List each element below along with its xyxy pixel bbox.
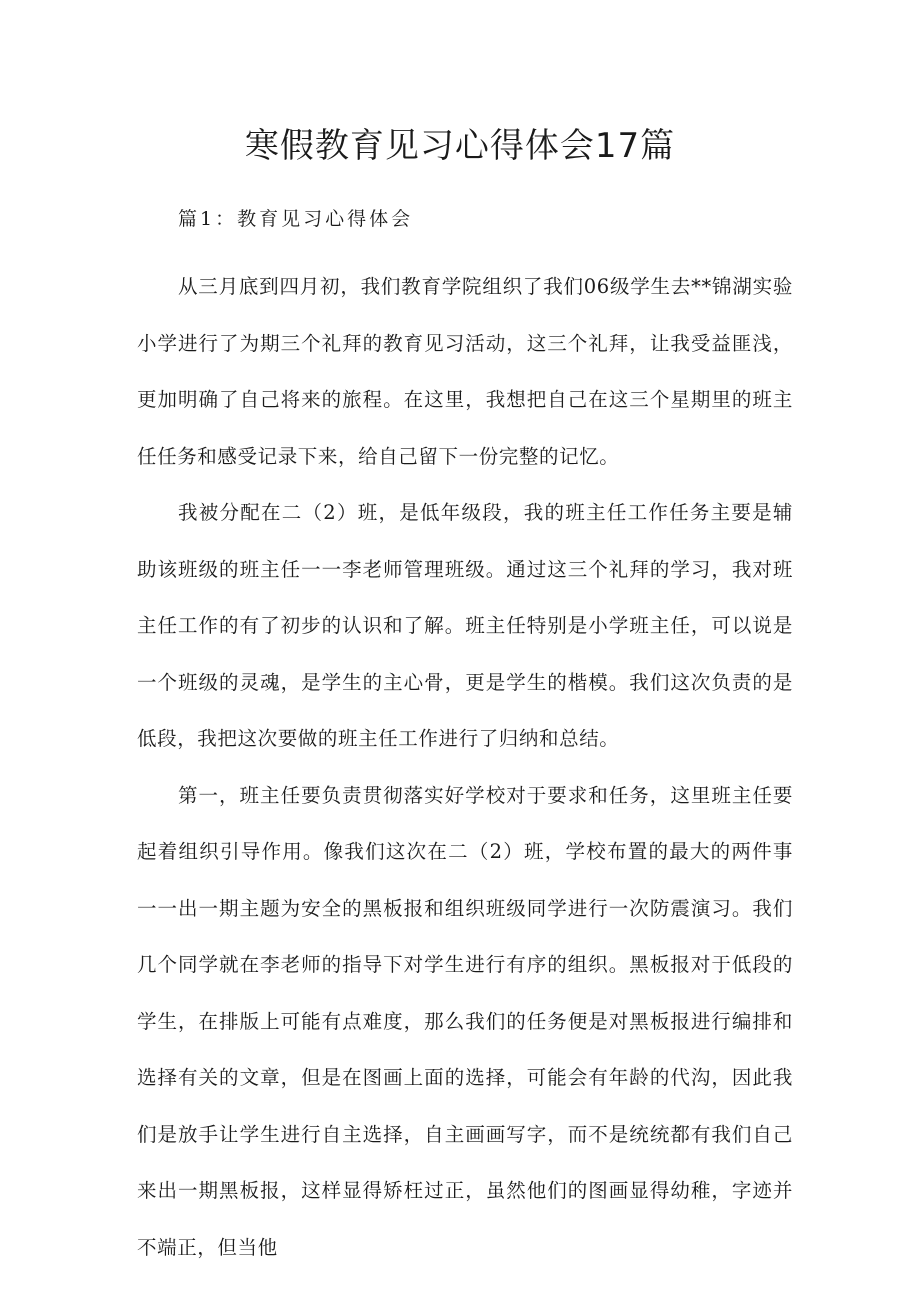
- document-title: 寒假教育见习心得体会17篇: [244, 126, 676, 166]
- section-heading: 篇1：教育见习心得体会: [178, 208, 414, 230]
- document-body: [137, 259, 793, 1276]
- body-paragraph-1: 从三月底到四月初，我们教育学院组织了我们06级学生去**锦湖实验小学进行了为期三个礼拜的教育见习活动，这三个礼拜，让我受益匪浅，更加明确了自己将来的旅程。在这里，我想把自己在这三个星期里的班主任任务和感受记录下来，给自己留下一份完整的记忆。: [137, 275, 793, 468]
- body-paragraph-3: 第一，班主任要负责贯彻落实好学校对于要求和任务，这里班主任要起着组织引导作用。像我们这次在二（2）班，学校布置的最大的两件事一一出一期主题为安全的黑板报和组织班级同学进行一次防震演习。我们几个同学就在李老师的指导下对学生进行有序的组织。黑板报对于低段的学生，在排版上可能有点难度，那么我们的任务便是对黑板报进行编排和选择有关的文章，但是在图画上面的选择，可能会有年龄的代沟，因此我们是放手让学生进行自主选择，自主画画写字，而不是统统都有我们自己来出一期黑板报，这样显得矫枉过正，虽然他们的图画显得幼稚，字迹并不端正，但当他: [137, 783, 793, 1259]
- body-paragraph-2: 我被分配在二（2）班，是低年级段，我的班主任工作任务主要是辅助该班级的班主任一一李老师管理班级。通过这三个礼拜的学习，我对班主任工作的有了初步的认识和了解。班主任特别是小学班主任，可以说是一个班级的灵魂，是学生的主心骨，更是学生的楷模。我们这次负责的是低段，我把这次要做的班主任工作进行了归纳和总结。: [137, 501, 793, 750]
